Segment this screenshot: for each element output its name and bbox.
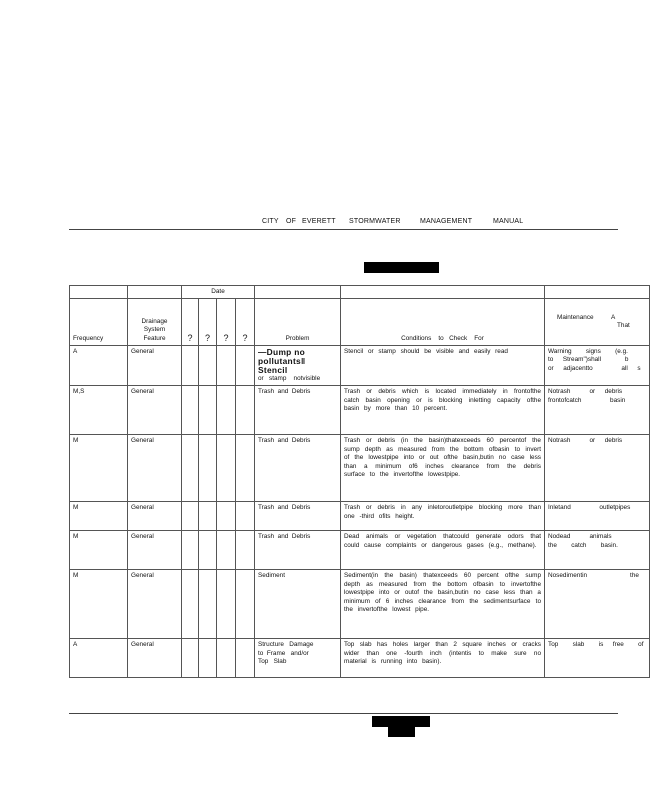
- conditions-cell: Trash or debris which is located immediately in frontofthe catch basin opening or is blocking inletting capacity ofthe basin by more than 10 percent.: [341, 386, 545, 435]
- conditions-cell: Top slab has holes larger than 2 square inches or cracks wider than one -fourth inch (intentis to make sure no material is running into basin).: [341, 639, 545, 678]
- feature-column-header: Drainage System Feature: [128, 299, 182, 346]
- check-cell[interactable]: [182, 531, 199, 570]
- header-management: MANAGEMENT: [420, 218, 473, 225]
- feature-cell: General: [128, 531, 182, 570]
- check-cell[interactable]: [217, 531, 236, 570]
- check-cell[interactable]: [199, 639, 217, 678]
- conditions-cell: Dead animals or vegetation thatcould generate odors that could cause complaints or dangerous gases (e.g., methane).: [341, 531, 545, 570]
- table-row: [70, 531, 650, 570]
- frequency-cell: M: [70, 570, 128, 639]
- frequency-cell: A: [70, 346, 128, 386]
- table-row: [70, 639, 650, 678]
- maintenance-column-header: Maintenance A That: [545, 299, 650, 346]
- check-cell[interactable]: [182, 639, 199, 678]
- check-cell[interactable]: [217, 346, 236, 386]
- problem-cell: —Dump no pollutants‖ Stencil or stamp notvisible: [255, 346, 341, 386]
- frequency-column-header: Frequency: [70, 299, 128, 346]
- maintenance-cell: Notrash or debris: [545, 435, 650, 502]
- check-mark-1: ?: [182, 299, 199, 346]
- feature-cell: General: [128, 502, 182, 531]
- header-row-date: [70, 286, 650, 299]
- check-cell[interactable]: [217, 502, 236, 531]
- maintenance-cell: Notrash or debris frontofcatch basin: [545, 386, 650, 435]
- check-cell[interactable]: [217, 435, 236, 502]
- feature-cell: General: [128, 435, 182, 502]
- frequency-cell: M: [70, 435, 128, 502]
- maintenance-cell: Inletand outletpipes: [545, 502, 650, 531]
- redacted-title-bar: [364, 262, 439, 273]
- header-row-columns: [70, 299, 650, 346]
- header-rule: [69, 229, 618, 230]
- feature-cell: General: [128, 386, 182, 435]
- check-cell[interactable]: [182, 435, 199, 502]
- check-cell[interactable]: [199, 346, 217, 386]
- header-of: OF: [286, 218, 297, 225]
- check-cell[interactable]: [217, 639, 236, 678]
- table-row: [70, 386, 650, 435]
- check-cell[interactable]: [199, 570, 217, 639]
- conditions-cell: Stencil or stamp should be visible and easily read: [341, 346, 545, 386]
- check-cell[interactable]: [236, 570, 255, 639]
- table-row: [70, 435, 650, 502]
- check-cell[interactable]: [236, 502, 255, 531]
- problem-cell: Trash and Debris: [255, 502, 341, 531]
- frequency-cell: M,S: [70, 386, 128, 435]
- problem-cell: Structure Damage to Frame and/or Top Slab: [255, 639, 341, 678]
- problem-column-header: Problem: [255, 299, 341, 346]
- frequency-cell: A: [70, 639, 128, 678]
- check-cell[interactable]: [199, 386, 217, 435]
- conditions-cell: Trash or debris (in the basin)thatexceeds 60 percentof the sump depth as measured from the bottom ofbasin to invert of the lowestpipe into or out ofthe basin,butin no case less than a minimum of6 inches clearance from the debris surface to the invertofthe lowestpipe.: [341, 435, 545, 502]
- footer-rule: [69, 713, 618, 714]
- check-cell[interactable]: [217, 386, 236, 435]
- check-cell[interactable]: [236, 435, 255, 502]
- check-mark-2: ?: [199, 299, 217, 346]
- check-mark-3: ?: [217, 299, 236, 346]
- check-cell[interactable]: [182, 386, 199, 435]
- frequency-cell: M: [70, 502, 128, 531]
- redacted-footer-bar: [372, 716, 430, 727]
- maintenance-checklist-table: [69, 285, 650, 678]
- header-everett: EVERETT: [302, 218, 336, 225]
- check-mark-4: ?: [236, 299, 255, 346]
- header-stormwater: STORMWATER: [349, 218, 401, 225]
- maintenance-cell: Top slab is free of: [545, 639, 650, 678]
- check-cell[interactable]: [236, 346, 255, 386]
- problem-cell: Sediment: [255, 570, 341, 639]
- header-city: CITY: [262, 218, 279, 225]
- maintenance-cell: Nosedimentin the: [545, 570, 650, 639]
- check-cell[interactable]: [236, 531, 255, 570]
- table-row: [70, 502, 650, 531]
- check-cell[interactable]: [182, 502, 199, 531]
- check-cell[interactable]: [217, 570, 236, 639]
- feature-cell: General: [128, 639, 182, 678]
- feature-cell: General: [128, 346, 182, 386]
- header-manual: MANUAL: [493, 218, 524, 225]
- check-cell[interactable]: [199, 531, 217, 570]
- check-cell[interactable]: [199, 502, 217, 531]
- table-row: [70, 570, 650, 639]
- check-cell[interactable]: [236, 639, 255, 678]
- check-cell[interactable]: [236, 386, 255, 435]
- conditions-cell: Sediment(in the basin) thatexceeds 60 percent ofthe sump depth as measured from the bottom ofbasin to invertofthe lowestpipe into or outof the basin,butin no case less than a minimum of 6 inches clearance from the sedimentsurface to the invertofthe lowest pipe.: [341, 570, 545, 639]
- redacted-page-number-bar: [388, 727, 415, 737]
- problem-cell: Trash and Debris: [255, 531, 341, 570]
- check-cell[interactable]: [182, 346, 199, 386]
- feature-cell: General: [128, 570, 182, 639]
- check-cell[interactable]: [199, 435, 217, 502]
- maintenance-cell: Warning signs (e.g. to Stream")shall b or adjacentto all s: [545, 346, 650, 386]
- problem-cell: Trash and Debris: [255, 435, 341, 502]
- frequency-cell: M: [70, 531, 128, 570]
- check-cell[interactable]: [182, 570, 199, 639]
- table-row: [70, 346, 650, 386]
- conditions-column-header: Conditions to Check For: [341, 299, 545, 346]
- date-column-header: Date: [182, 286, 255, 299]
- problem-cell: Trash and Debris: [255, 386, 341, 435]
- maintenance-cell: Nodead animals the catch basin.: [545, 531, 650, 570]
- conditions-cell: Trash or debris in any inletoroutletpipe blocking more than one -third ofits height.: [341, 502, 545, 531]
